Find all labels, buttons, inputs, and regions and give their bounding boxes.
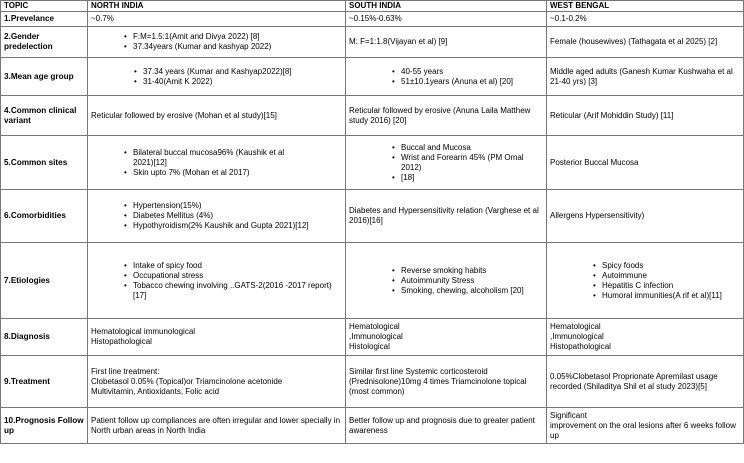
bullet-list: [91, 148, 342, 178]
list-item: • Autoimmunity Stress: [401, 276, 543, 286]
south-cell: [346, 27, 547, 58]
west-cell: [547, 408, 744, 444]
list-item: • Hypertension(15%): [133, 201, 342, 211]
row-topic: 4.Common clinical variant: [1, 96, 88, 136]
north-cell: [88, 408, 346, 444]
row-topic: 7.Etiologies: [1, 243, 88, 319]
west-cell: [547, 356, 744, 408]
north-cell: [88, 136, 346, 190]
south-cell: [346, 96, 547, 136]
cell-text: ,Immunological: [550, 332, 604, 341]
south-cell: [346, 319, 547, 356]
list-item: • Humoral immunities(A rif et al)[11]: [602, 291, 740, 301]
list-item: • [18]: [401, 173, 543, 183]
list-item: • 37.34 years (Kumar and Kashyap2022)[8]: [143, 67, 342, 77]
west-cell: [547, 27, 744, 58]
north-cell: [88, 190, 346, 243]
north-cell: [88, 27, 346, 58]
cell-text: Hematological: [349, 322, 400, 331]
list-item: • 40-55 years: [401, 67, 543, 77]
list-item: • Smoking, chewing, alcoholism [20]: [401, 286, 543, 296]
cell-text: Significant: [550, 410, 587, 420]
list-item: • Tobacco chewing involving ..GATS-2(2016 -2017 report) [17]: [133, 281, 342, 301]
row-topic: 8.Diagnosis: [1, 319, 88, 356]
cell-text: Patient follow up compliances are often irregular and lower specially in North urban areas in North India: [91, 415, 341, 435]
west-cell: [547, 12, 744, 27]
list-item: • Reverse smoking habits: [401, 266, 543, 276]
west-cell: [547, 96, 744, 136]
list-item: • Bilateral buccal mucosa96% (Kaushik et al 2021)[12]: [133, 148, 293, 168]
list-item: • Intake of spicy food: [133, 261, 342, 271]
cell-text: Clobetasol 0.05% (Topical)or Triamcinolone acetonide: [91, 376, 283, 386]
north-cell: [88, 319, 346, 356]
cell-text: Reticular (Arif Mohiddin Study) [11]: [550, 110, 674, 120]
bullet-list: [349, 143, 543, 183]
cell-text: 0.05%Clobetasol Proprionate Apremilast usage: [550, 371, 718, 381]
cell-text: Similar first line Systemic corticosteroid (Prednisolone)10mg 4 times Triamcinolone topical (most common): [349, 366, 527, 396]
list-item: • Spicy foods: [602, 261, 740, 271]
list-item: • Occupational stress: [133, 271, 342, 281]
cell-text: Allergens Hypersensitivity): [550, 211, 645, 220]
cell-text: Histopathological: [91, 337, 152, 346]
south-cell: [346, 12, 547, 27]
cell-text: Histological: [349, 342, 390, 351]
cell-text: ~0.1-0.2%: [550, 14, 587, 23]
list-item: • Hepatitis C infection: [602, 281, 740, 291]
bullet-list: [349, 266, 543, 296]
cell-text: Reticular followed by erosive (Anuna Laila Matthew study 2016) [20]: [349, 105, 531, 125]
cell-text: ,Immunological: [349, 332, 403, 341]
row-topic: 5.Common sites: [1, 136, 88, 190]
row-topic: 1.Prevelance: [1, 12, 88, 27]
table-row: [1, 243, 744, 319]
table-row: [1, 136, 744, 190]
cell-text: Better follow up and prognosis due to greater patient awareness: [349, 415, 535, 435]
west-cell: [547, 58, 744, 96]
table-row: [1, 356, 744, 408]
header-row: [1, 1, 744, 12]
north-cell: [88, 58, 346, 96]
table-row: [1, 12, 744, 27]
table-row: [1, 408, 744, 444]
south-cell: [346, 356, 547, 408]
row-topic: 6.Comorbidities: [1, 190, 88, 243]
cell-text: Histopathological: [550, 342, 611, 351]
cell-text: Posterior Buccal Mucosa: [550, 157, 639, 167]
cell-text: Female (housewives) (Tathagata et al 2025) [2]: [550, 37, 718, 46]
list-item: • Diabetes Mellitus (4%): [133, 211, 342, 221]
list-item: • Wrist and Forearm 45% (PM Omal 2012): [401, 153, 543, 173]
cell-text: ~0.7%: [91, 14, 114, 23]
cell-text: Middle aged adults (Ganesh Kumar Kushwaha et al 21-40 yrs) [3]: [550, 66, 733, 86]
cell-text: Hematological: [550, 322, 601, 331]
cell-text: Diabetes and Hypersensitivity relation (Varghese et al 2016)[16]: [349, 206, 539, 225]
cell-text: Hematological immunological: [91, 327, 196, 336]
bullet-list: [91, 261, 342, 301]
west-cell: [547, 136, 744, 190]
bullet-list: [550, 261, 740, 301]
row-topic: 10.Prognosis Follow up: [1, 408, 88, 444]
south-cell: [346, 243, 547, 319]
row-topic: 2.Gender predelection: [1, 27, 88, 58]
header-south-india: SOUTH INDIA: [346, 1, 547, 12]
list-item: • F:M=1.5:1(Amit and Divya 2022) [8]: [133, 32, 342, 42]
north-cell: [88, 243, 346, 319]
cell-text: ~0.15%-0.63%: [349, 14, 402, 23]
list-item: • 37.34years (Kumar and kashyap 2022): [133, 42, 342, 52]
header-west-bengal: WEST BENGAL: [547, 1, 744, 12]
south-cell: [346, 408, 547, 444]
table-row: [1, 58, 744, 96]
list-item: • Autoimmune: [602, 271, 740, 281]
bullet-list: [349, 67, 543, 87]
row-topic: 9.Treatment: [1, 356, 88, 408]
north-cell: [88, 356, 346, 408]
north-cell: [88, 96, 346, 136]
south-cell: [346, 190, 547, 243]
south-cell: [346, 136, 547, 190]
west-cell: [547, 190, 744, 243]
list-item: • 51±10.1years (Anuna et al) [20]: [401, 77, 543, 87]
table-row: [1, 96, 744, 136]
bullet-list: [91, 67, 342, 87]
table-row: [1, 319, 744, 356]
west-cell: [547, 319, 744, 356]
header-topic: TOPIC: [1, 1, 88, 12]
cell-text: Reticular followed by erosive (Mohan et al study)[15]: [91, 110, 277, 120]
cell-text: Multivitamin, Antioxidants, Folic acid: [91, 386, 220, 396]
west-cell: [547, 243, 744, 319]
south-cell: [346, 58, 547, 96]
table-row: [1, 190, 744, 243]
bullet-list: [91, 32, 342, 52]
header-north-india: NORTH INDIA: [88, 1, 346, 12]
list-item: • Hypothyroidism(2% Kaushik and Gupta 2021)[12]: [133, 221, 342, 231]
north-cell: [88, 12, 346, 27]
list-item: • 31-40(Amit K 2022): [143, 77, 342, 87]
cell-text: recorded (Shiladitya Shil et al study 2023)[5]: [550, 381, 707, 391]
list-item: • Skin upto 7% (Mohan et al 2017): [133, 168, 342, 178]
table-row: [1, 27, 744, 58]
cell-text: M: F=1:1.8(Vijayan et al) [9]: [349, 37, 448, 46]
cell-text: First line treatment:: [91, 366, 160, 376]
bullet-list: [91, 201, 342, 231]
list-item: • Buccal and Mucosa: [401, 143, 543, 153]
row-topic: 3.Mean age group: [1, 58, 88, 96]
cell-text: improvement on the oral lesions after 6 weeks follow up: [550, 420, 736, 440]
